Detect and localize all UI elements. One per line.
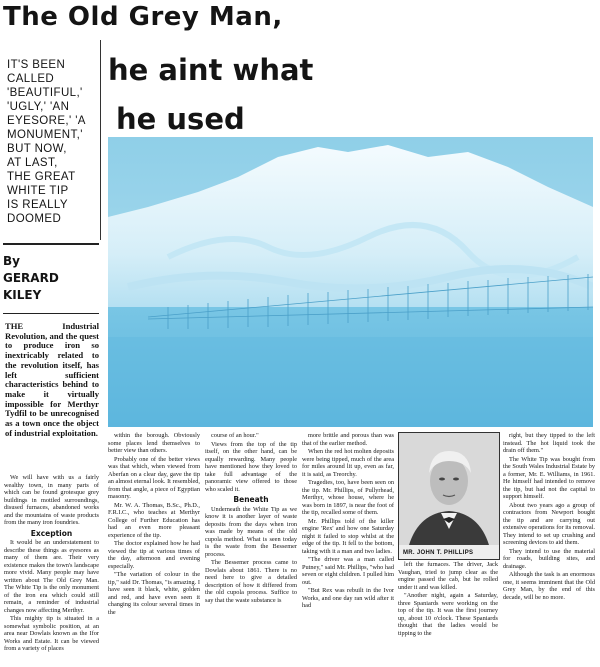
column-paragraph: The Bessemer process came to Dowlais about 1861. There is no need here to give a detailed description of how it differed from the old cupola process. Suffice to say that the waste substance is: [205, 559, 297, 604]
kicker-text: [0, 40, 100, 226]
portrait-photo: [398, 432, 500, 560]
column-paragraph: "But Rex was rebuilt in the Ivor Works, and one day ran wild after it had: [302, 587, 394, 609]
column-paragraph: This mighty tip is situated in a somewhat symbolic position, at an area near Dowlais known as the Ifor Works and Estate. It can be viewed from a variety of places: [4, 615, 99, 652]
headline-line-1: The Old Grey Man,: [3, 2, 283, 32]
kicker-line: CALLED: [7, 73, 55, 85]
column-paragraph: Mr. W. A. Thomas, B.Sc., Ph.D., F.R.I.C., who teaches at Merthyr College of Further Education has had an even more pleasant experience of the tip.: [108, 501, 200, 539]
byline-rule: [3, 313, 99, 314]
column-paragraph: "The variation of colour in the tip," said Dr. Thomas, "is amazing. I have seen it black, white, golden and red, and have even seen it changing its colour several times in the: [108, 571, 200, 616]
column-paragraph: Views from the top of the tip itself, on the other hand, can be equally rewarding. Many people have mentioned how they loved to take full advantage of the panoramic view offered to those who scaled it.: [205, 440, 297, 493]
column-2: [108, 432, 200, 664]
column-1: [4, 474, 99, 664]
portrait-caption: MR. JOHN T. PHILLIPS: [403, 550, 474, 556]
column-paragraph: They intend to use the material for roads, building sites, and drainage.: [503, 547, 595, 570]
column-paragraph: within the borough. Obviously some places lend themselves to better view than others.: [108, 432, 200, 454]
column-paragraph: When the red hot molten deposits were being tipped, much of the area for miles around lit up, even as far, it is said, as Treorchy.: [302, 448, 394, 478]
column-paragraph: "The driver was a man called Putney," said Mr. Phillips, "who had seven or eight children. I pulled him out.: [302, 556, 394, 586]
kicker-line: WHITE TIP: [7, 185, 69, 197]
column-paragraph: left the furnaces. The driver, Jack Vaughan, tried to jump clear as the engine passed the cab, but he rolled under it and was killed.: [398, 561, 498, 591]
kicker-line: AT LAST,: [7, 157, 58, 169]
kicker-line: IS REALLY: [7, 199, 68, 211]
column-paragraph: more brittle and porous than was that of the earlier method.: [302, 432, 394, 447]
kicker-line: DOOMED: [7, 213, 62, 225]
byline: [3, 243, 99, 304]
column-paragraph: About two years ago a group of contractors from Newport bought the tip and are carrying out extensive operations for its removal. They intend to set up crushing and screening devices to aid them.: [503, 501, 595, 546]
column-paragraph: Tragedies, too, have been seen on the tip. Mr. Phillips, of Pullyrhead, Merthyr, whose house, where he was born in 1897, is near the foot of the tip, recalled some of them.: [302, 479, 394, 516]
column-paragraph: Underneath the White Tip as we know it is another layer of waste deposits from the days when iron was made by means of the old cupola method. What is seen today is the waste from the Bessemer process.: [205, 505, 297, 558]
column-paragraph: Probably one of the better views was that which, when viewed from Aberfan on a clear day, gave the tip an almost eternal look. It resembled, from that angle, a piece of Egyptian masonry.: [108, 455, 200, 500]
subhead-exception: Exception: [30, 528, 73, 538]
column-paragraph: The White Tip was bought from the South Wales Industrial Estate by a former, Mr. E. Williams, in 1961. He himself had intended to remove the tip, but had not the capital to support himself.: [503, 455, 595, 500]
column-4: [302, 432, 394, 664]
kicker-line: 'UGLY,' 'AN: [7, 101, 70, 113]
headline-line-2: he aint what: [108, 53, 314, 87]
kicker-line: EYESORE,' 'A: [7, 115, 86, 127]
column-paragraph: Although the task is an enormous one, it seems imminent that the Old Grey Man, by the end of this decade, will be no more.: [503, 571, 595, 601]
byline-first-name: GERARD: [3, 271, 59, 285]
byline-by: By: [3, 254, 20, 268]
byline-last-name: KILEY: [3, 288, 42, 302]
portrait-image: [399, 433, 499, 545]
kicker-line: 'BEAUTIFUL,': [7, 87, 83, 99]
white-tip-photo: [108, 137, 593, 427]
column-paragraph: The doctor explained how he had viewed the tip at various times of the day, afternoon and evening especially.: [108, 540, 200, 570]
kicker-line: MONUMENT,': [7, 129, 83, 141]
column-paragraph: right, but they tipped to the left instead. The hot liquid took the drain off them.": [503, 432, 595, 454]
white-tip-photo-image: [108, 137, 593, 427]
column-5: [398, 561, 498, 664]
kicker-line: IT'S BEEN: [7, 59, 66, 71]
column-paragraph: course of an hour.": [211, 432, 259, 439]
column-3: [205, 432, 297, 664]
headline-line-3: he used: [116, 102, 245, 136]
column-paragraph: It would be an understatement to describe these things as eyesores as many of them are. Their very existence makes the town's landscape more vivid. Many people may have written about The Old Grey Man. The White Tip is the only monument of the iron era which could still remain, a reminder of industrial changes now affecting Merthyr.: [4, 539, 99, 614]
lead-paragraph: THE Industrial Revolution, and the quest to produce iron so inextricably related to the revolution itself, has left sufficient characteristics behind to make it virtually impossible for Merthyr Tydfil to be unrecognised as a town once the object of industrial exploitation.: [5, 322, 99, 438]
column-6: [503, 432, 595, 664]
subhead-beneath: Beneath: [233, 495, 269, 504]
column-paragraph: We will have with us a fairly wealthy town, in many parts of which can be found grotesque grey buildings in mottled surroundings, disused furnaces, abandoned works and the mountains of waste products from the many iron foundries.: [4, 474, 99, 526]
column-paragraph: Mr. Phillips told of the killer engine 'Rex' and how one Saturday night it failed to stop whilst at the edge of the tip. It fell to the bottom, taking with it a man and two ladies.: [302, 517, 394, 555]
kicker-line: THE GREAT: [7, 171, 76, 183]
kicker-line: BUT NOW,: [7, 143, 67, 155]
column-paragraph: "Another night, again a Saturday, three Spaniards were working on the top of the tip. It was the first journey up, about 10 o'clock. These Spaniards thought that the ladies would be tipping to the: [398, 592, 498, 637]
kicker-panel: [0, 40, 101, 240]
